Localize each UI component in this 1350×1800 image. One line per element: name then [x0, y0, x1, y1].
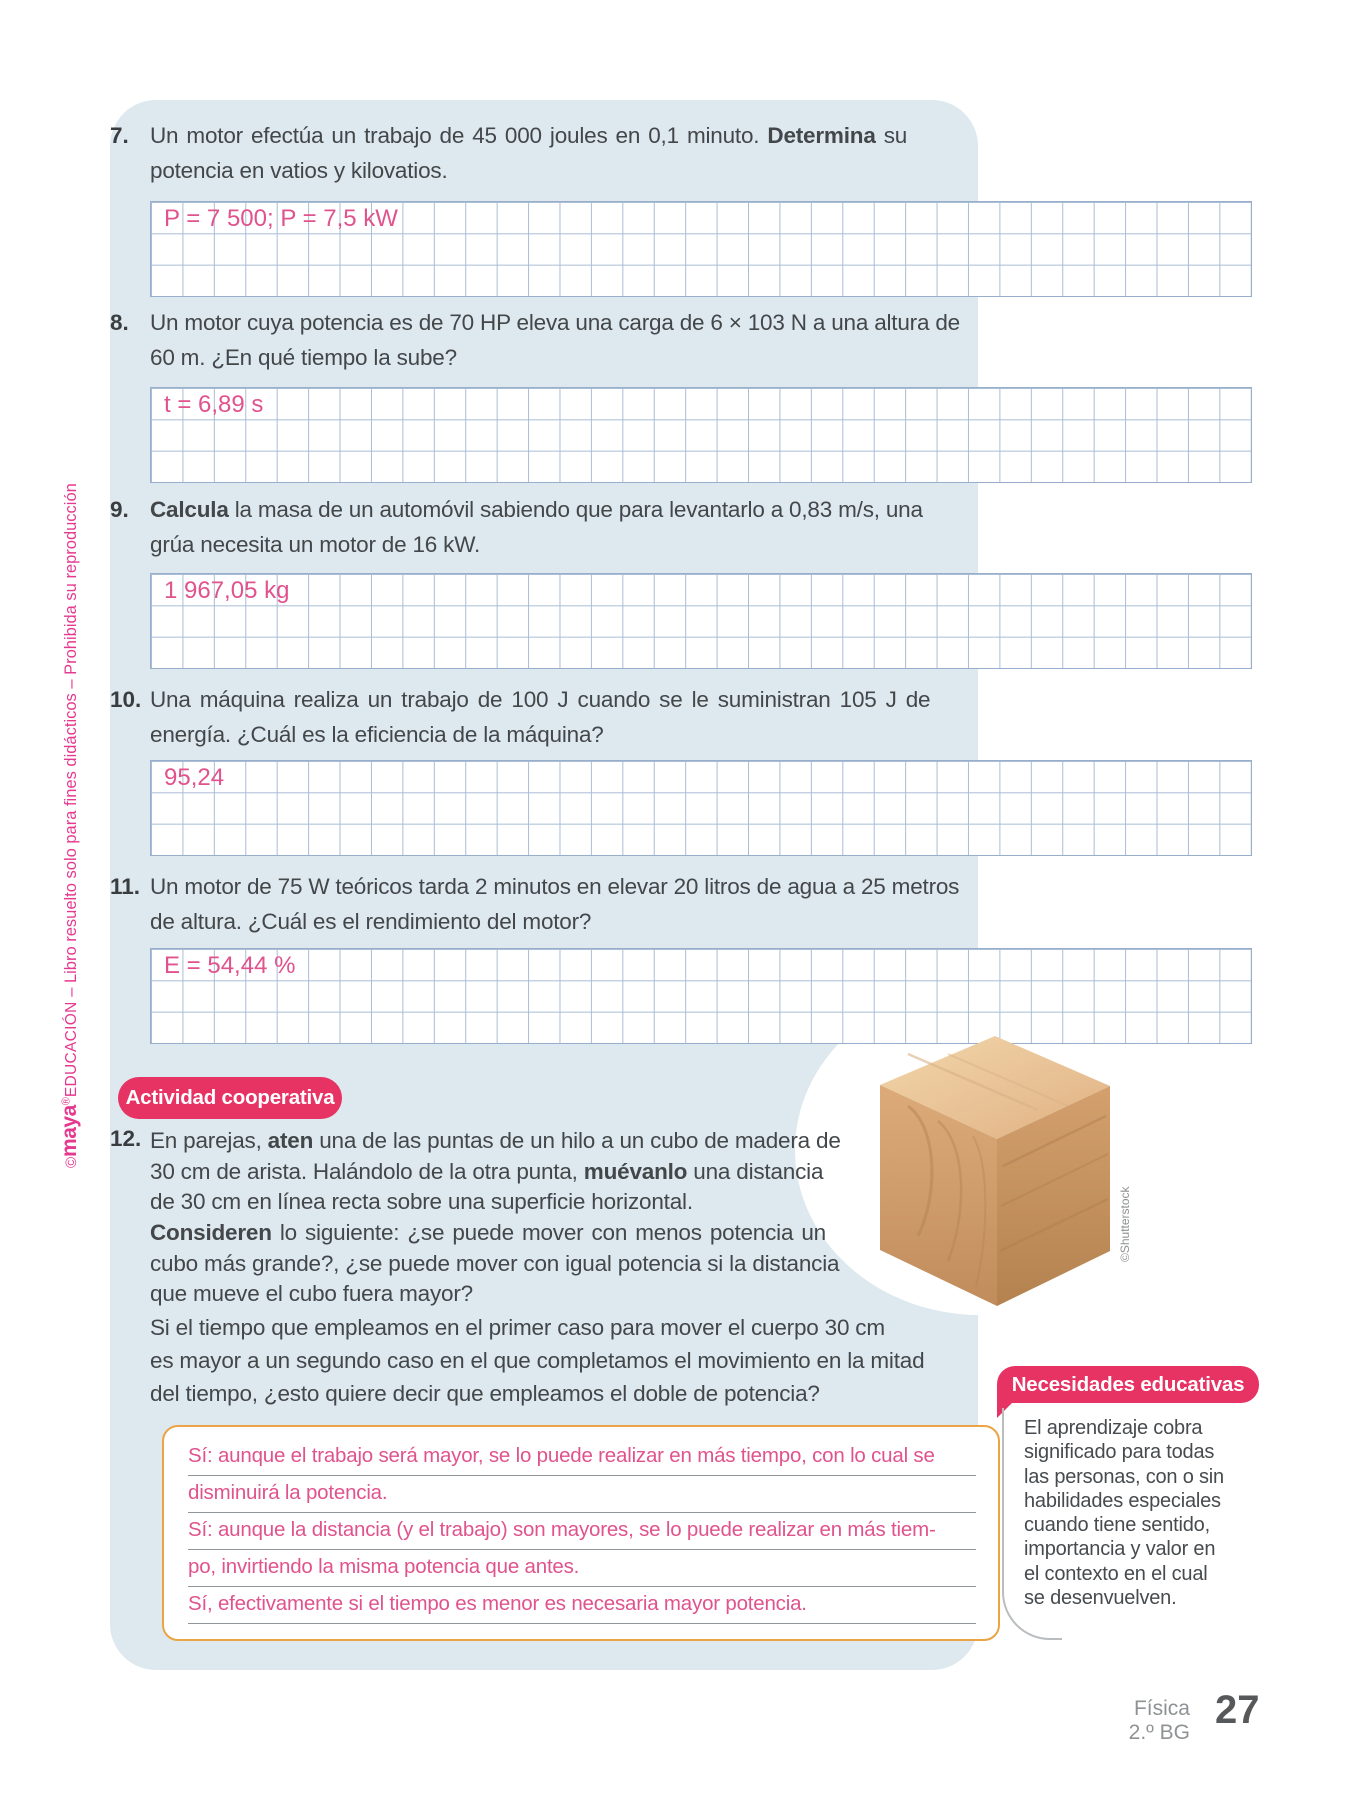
answer-grid-7 [150, 201, 1252, 297]
footer-grade: 2.º BG [1128, 1721, 1190, 1744]
answer-text-11: E = 54,44 % [164, 952, 296, 979]
text-line: energía. ¿Cuál es la eficiencia de la máquina? [150, 722, 604, 747]
special-needs-line: el contexto en el cual [1024, 1562, 1208, 1585]
text-line: del tiempo, ¿esto quiere decir que empleamos el doble de potencia? [150, 1381, 820, 1406]
exercise-11-number: 11. [110, 874, 141, 899]
wooden-cube-image [878, 1036, 1112, 1308]
exercise-8-number: 8. [110, 310, 129, 335]
exercise-12-number: 12. [110, 1126, 142, 1151]
activity-answer-line: disminuirá la potencia. [188, 1476, 976, 1513]
registered-symbol: ® [60, 1097, 73, 1106]
text-line: 60 m. ¿En qué tiempo la sube? [150, 345, 457, 370]
text-line: Un motor efectúa un trabajo de 45 000 joules en 0,1 minuto. Determina su [150, 123, 908, 148]
exercise-10 [110, 682, 930, 752]
text-line: Una máquina realiza un trabajo de 100 J cuando se le suministran 105 J de [150, 687, 931, 712]
special-needs-line: El aprendizaje cobra [1024, 1417, 1203, 1439]
exercise-9 [110, 492, 923, 562]
answer-grid-8 [150, 387, 1252, 483]
text-line: potencia en vatios y kilovatios. [150, 158, 448, 183]
text-line: es mayor a un segundo caso en el que completamos el movimiento en la mitad [150, 1348, 925, 1373]
text-line: cubo más grande?, ¿se puede mover con igual potencia si la distancia [150, 1250, 840, 1276]
text-line: Un motor cuya potencia es de 70 HP eleva una carga de 6 × 103 N a una altura de [150, 310, 960, 335]
text-line: Consideren lo siguiente: ¿se puede mover con menos potencia un [150, 1220, 826, 1245]
exercise-11-text [150, 869, 959, 939]
answer-text-9: 1 967,05 kg [164, 577, 290, 604]
text-line: de 30 cm en línea recta sobre una superficie horizontal. [150, 1189, 693, 1214]
answer-grid-9 [150, 573, 1252, 669]
exercise-12-paragraph-2 [150, 1218, 839, 1310]
photo-credit: ©Shutterstock [1118, 1186, 1132, 1262]
footer-subject: Física [1133, 1697, 1190, 1720]
answer-text-8: t = 6,89 s [164, 391, 264, 418]
answer-text-10: 95,24 [164, 764, 225, 791]
special-needs-text [1024, 1416, 1274, 1610]
activity-answer-line: Sí, efectivamente si el tiempo es menor es necesaria mayor potencia. [188, 1587, 976, 1624]
exercise-8 [110, 305, 960, 375]
activity-answer-line: Sí: aunque la distancia (y el trabajo) son mayores, se lo puede realizar en más tiem- [188, 1513, 976, 1550]
exercise-7-number: 7. [110, 123, 129, 148]
activity-answer-box [162, 1425, 1000, 1641]
activity-answer-line: po, invirtiendo la misma potencia que antes. [188, 1550, 976, 1587]
copyright-symbol: © [63, 1156, 80, 1168]
exercise-11 [110, 869, 959, 939]
special-needs-line: habilidades especiales [1024, 1489, 1221, 1512]
special-needs-line: las personas, con o sin [1024, 1465, 1224, 1488]
text-line: que mueve el cubo fuera mayor? [150, 1281, 473, 1306]
exercise-7 [110, 118, 907, 188]
answer-grid-11 [150, 948, 1252, 1044]
watermark-note: – Libro resuelto solo para fines didácticos – Prohibida su reproducción [62, 483, 80, 1002]
page-number: 27 [1215, 1688, 1260, 1732]
exercise-7-text [150, 118, 907, 188]
special-needs-line: cuando tiene sentido, [1024, 1514, 1210, 1537]
exercise-12-paragraph-3 [150, 1311, 924, 1410]
special-needs-badge: Necesidades educativas [997, 1366, 1259, 1403]
cooperative-activity-badge: Actividad cooperativa [118, 1077, 342, 1119]
exercise-10-text [150, 682, 930, 752]
special-needs-line: importancia y valor en [1024, 1538, 1216, 1561]
text-line: Un motor de 75 W teóricos tarda 2 minutos en elevar 20 litros de agua a 25 metros [150, 874, 960, 899]
text-line: grúa necesita un motor de 16 kW. [150, 532, 481, 557]
exercise-8-text [150, 305, 960, 375]
text-line: de altura. ¿Cuál es el rendimiento del motor? [150, 909, 592, 934]
text-line: En parejas, aten una de las puntas de un hilo a un cubo de madera de [150, 1128, 841, 1153]
exercise-10-number: 10. [110, 687, 142, 712]
publisher-name: EDUCACIÓN [63, 1001, 80, 1098]
text-line: 30 cm de arista. Halándolo de la otra punta, muévanlo una distancia [150, 1158, 824, 1184]
activity-answer-lines [188, 1439, 976, 1624]
publisher-logo: maya [58, 1105, 81, 1157]
exercise-9-number: 9. [110, 497, 129, 522]
activity-answer-line: Sí: aunque el trabajo será mayor, se lo puede realizar en más tiempo, con lo cual se [188, 1439, 976, 1476]
text-line: Calcula la masa de un automóvil sabiendo que para levantarlo a 0,83 m/s, una [150, 497, 923, 522]
answer-grid-10 [150, 760, 1252, 856]
wooden-cube-graphic [878, 1036, 1112, 1308]
exercise-9-text [150, 492, 923, 562]
copyright-watermark [58, 418, 86, 1168]
answer-text-7: P = 7 500; P = 7,5 kW [164, 205, 398, 232]
exercise-12-paragraph-1 [150, 1126, 841, 1218]
special-needs-line: se desenvuelven. [1024, 1587, 1177, 1610]
special-needs-line: significado para todas [1024, 1441, 1215, 1464]
text-line: Si el tiempo que empleamos en el primer caso para mover el cuerpo 30 cm [150, 1315, 885, 1340]
